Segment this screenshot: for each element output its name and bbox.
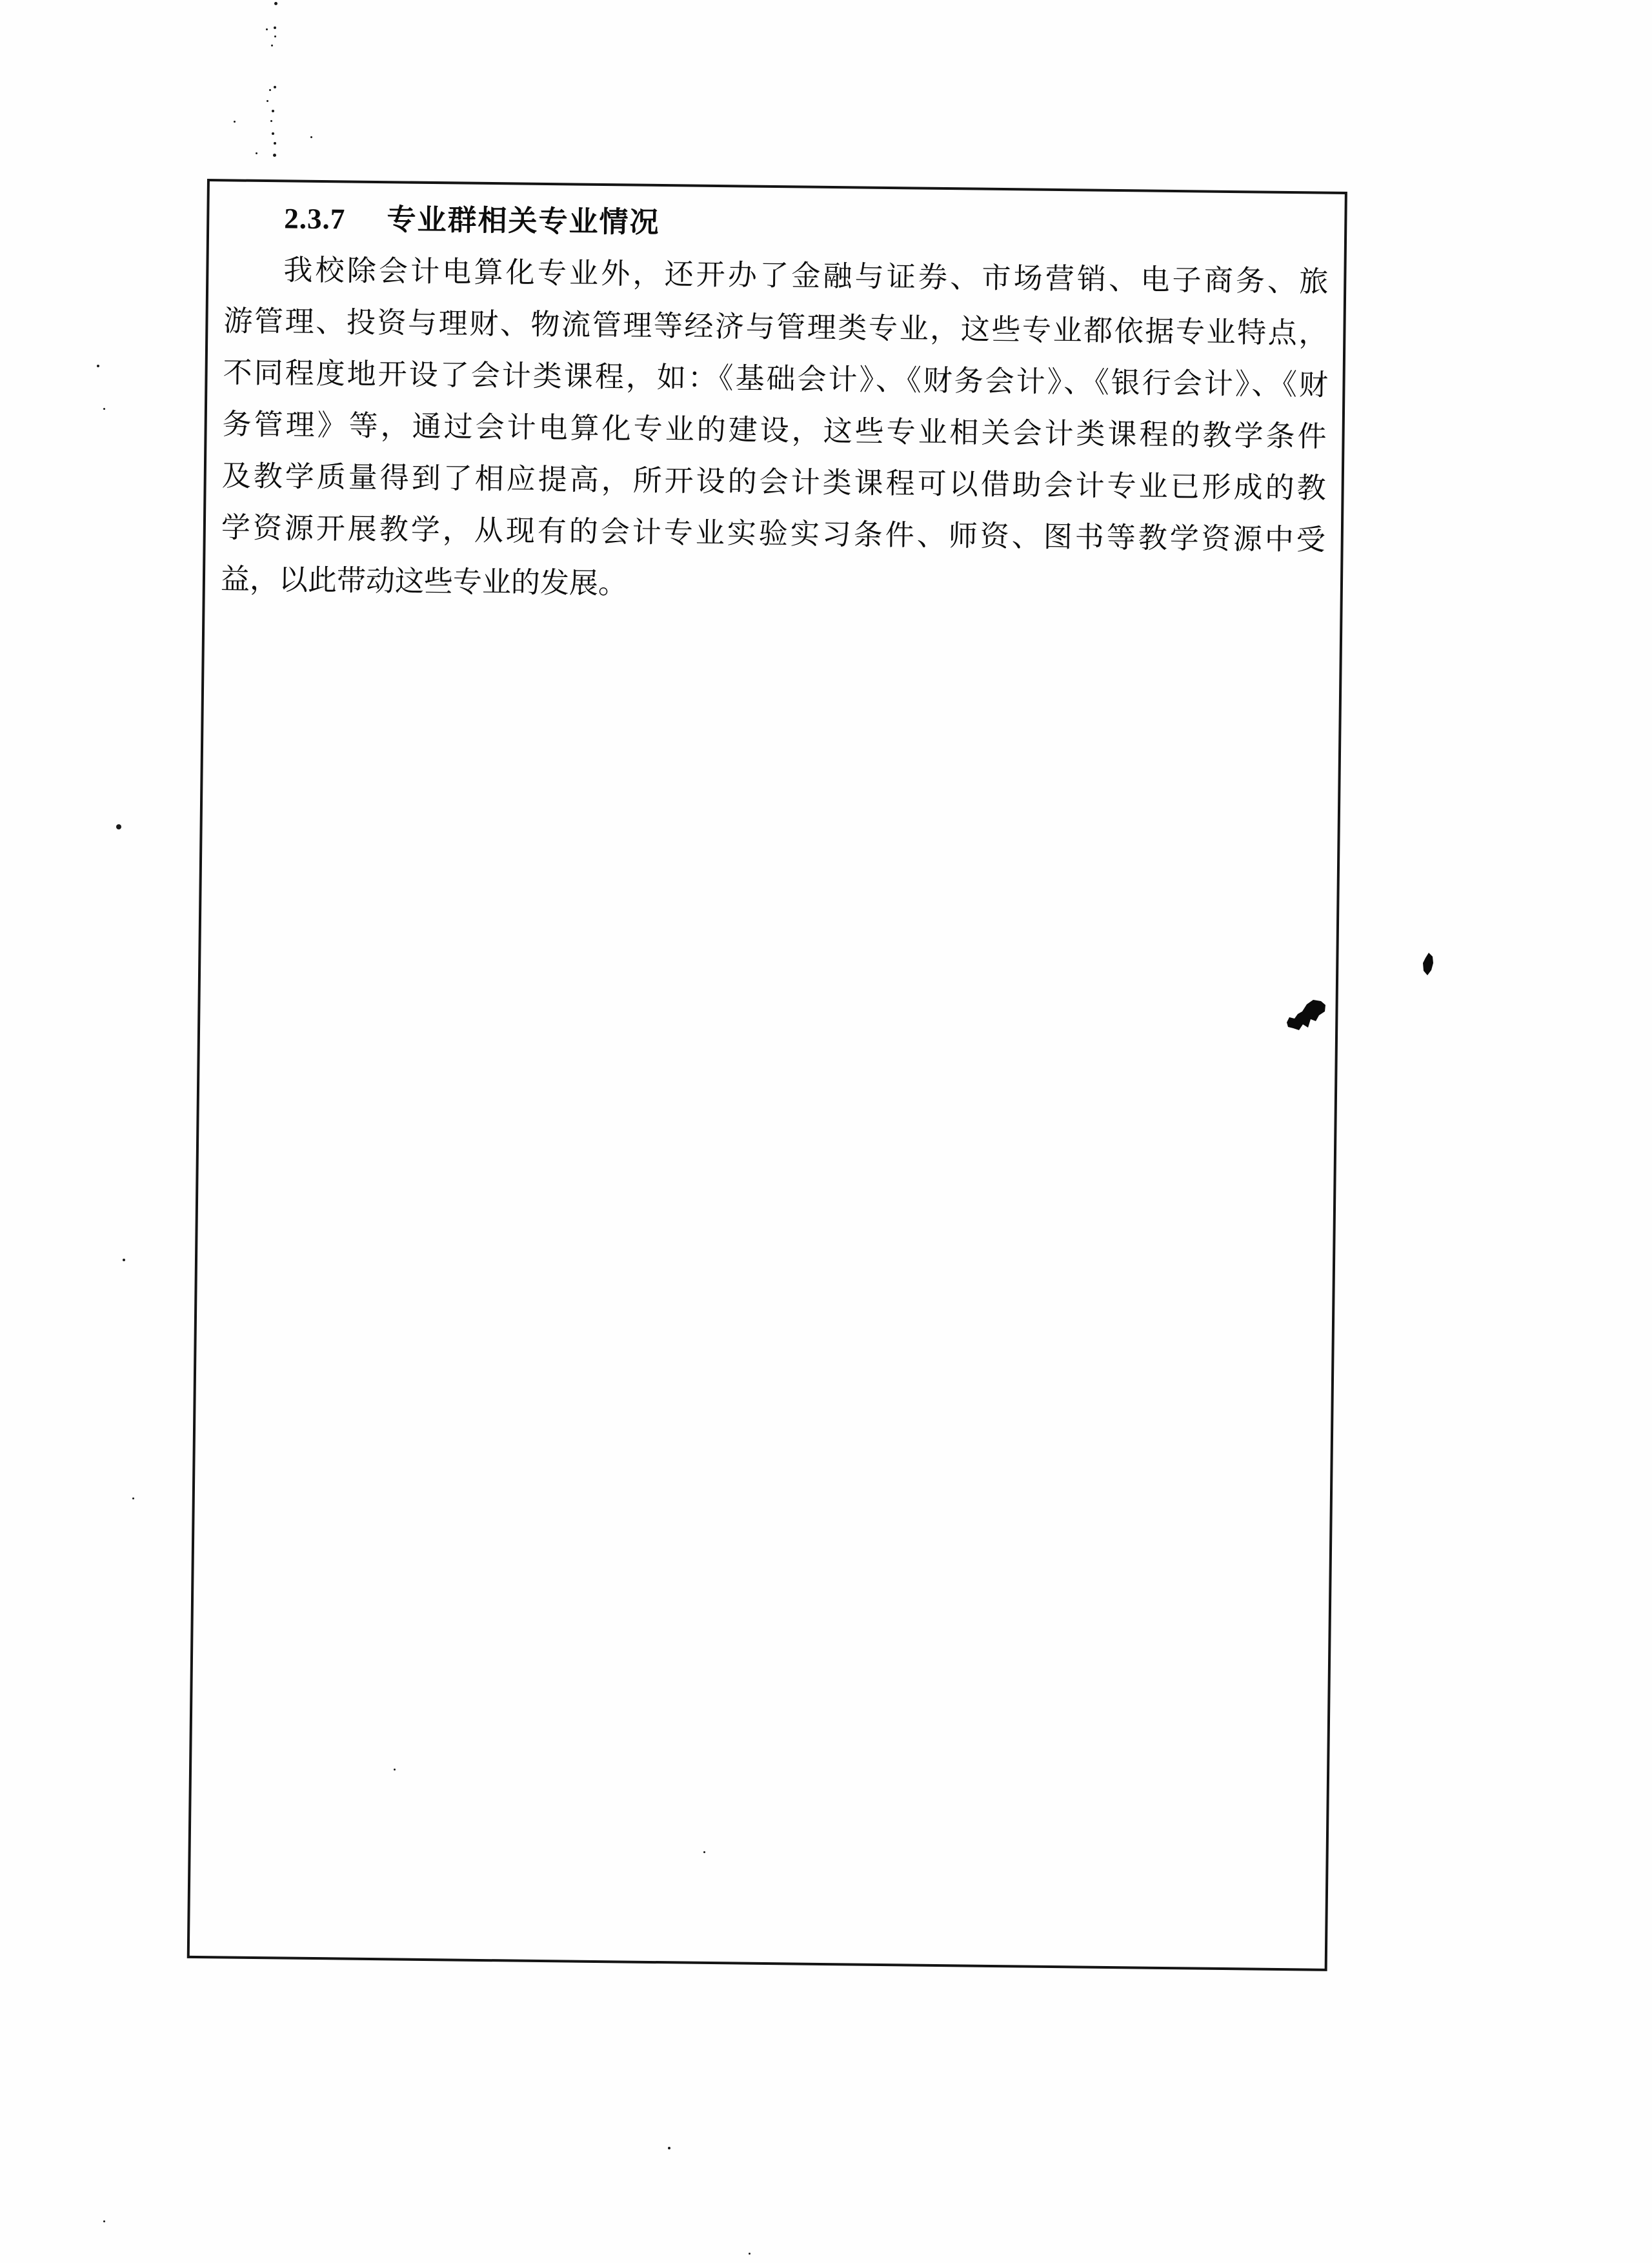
- scan-speck: [132, 1497, 134, 1499]
- paragraph-line: 及教学质量得到了相应提高，所开设的会计类课程可以借助会计专业已形成的教: [221, 460, 1326, 505]
- scan-speck: [234, 121, 236, 123]
- scan-speck: [271, 45, 273, 46]
- scan-speck: [310, 136, 312, 138]
- scan-speck: [274, 2, 277, 5]
- section-title: 专业群相关专业情况: [387, 203, 660, 239]
- paragraph-line: 益，以此带动这些专业的发展。: [220, 563, 628, 600]
- paragraph-line: 不同程度地开设了会计类课程，如：《基础会计》、《财务会计》、《银行会计》、《财: [223, 356, 1327, 401]
- scan-speck: [256, 152, 257, 154]
- scan-speck: [749, 2253, 750, 2255]
- scan-speck: [274, 142, 276, 145]
- scan-speck: [274, 26, 276, 29]
- scan-speck: [272, 132, 274, 135]
- scan-speck: [273, 154, 276, 157]
- scan-speck: [274, 86, 276, 88]
- paragraph-line: 学资源开展教学，从现有的会计专业实验实习条件、师资、图书等教学资源中受: [221, 511, 1326, 556]
- scan-speck: [103, 2220, 105, 2222]
- scan-speck: [266, 28, 268, 30]
- scan-speck: [267, 100, 268, 102]
- document-content: [221, 192, 1329, 617]
- paragraph-line: 我校除会计电算化专业外，还开办了金融与证券、市场营销、电子商务、旅: [283, 254, 1329, 298]
- scan-speck: [103, 408, 105, 410]
- scan-speck: [116, 824, 121, 829]
- scan-speck: [270, 120, 272, 122]
- paragraph-line: 游管理、投资与理财、物流管理等经济与管理类专业，这些专业都依据专业特点，: [223, 305, 1328, 350]
- scan-speck: [97, 365, 99, 367]
- scan-speck: [668, 2147, 670, 2149]
- section-number: 2.3.7: [284, 202, 346, 236]
- scan-speck: [272, 110, 274, 112]
- small-ink-blot: [1423, 953, 1434, 975]
- document-border-box: [187, 179, 1347, 1971]
- scan-speck: [274, 36, 276, 37]
- paragraph-line: 务管理》等，通过会计电算化专业的建设，这些专业相关会计类课程的教学条件: [222, 408, 1327, 453]
- scan-speck: [269, 89, 271, 91]
- scan-speck: [123, 1259, 125, 1261]
